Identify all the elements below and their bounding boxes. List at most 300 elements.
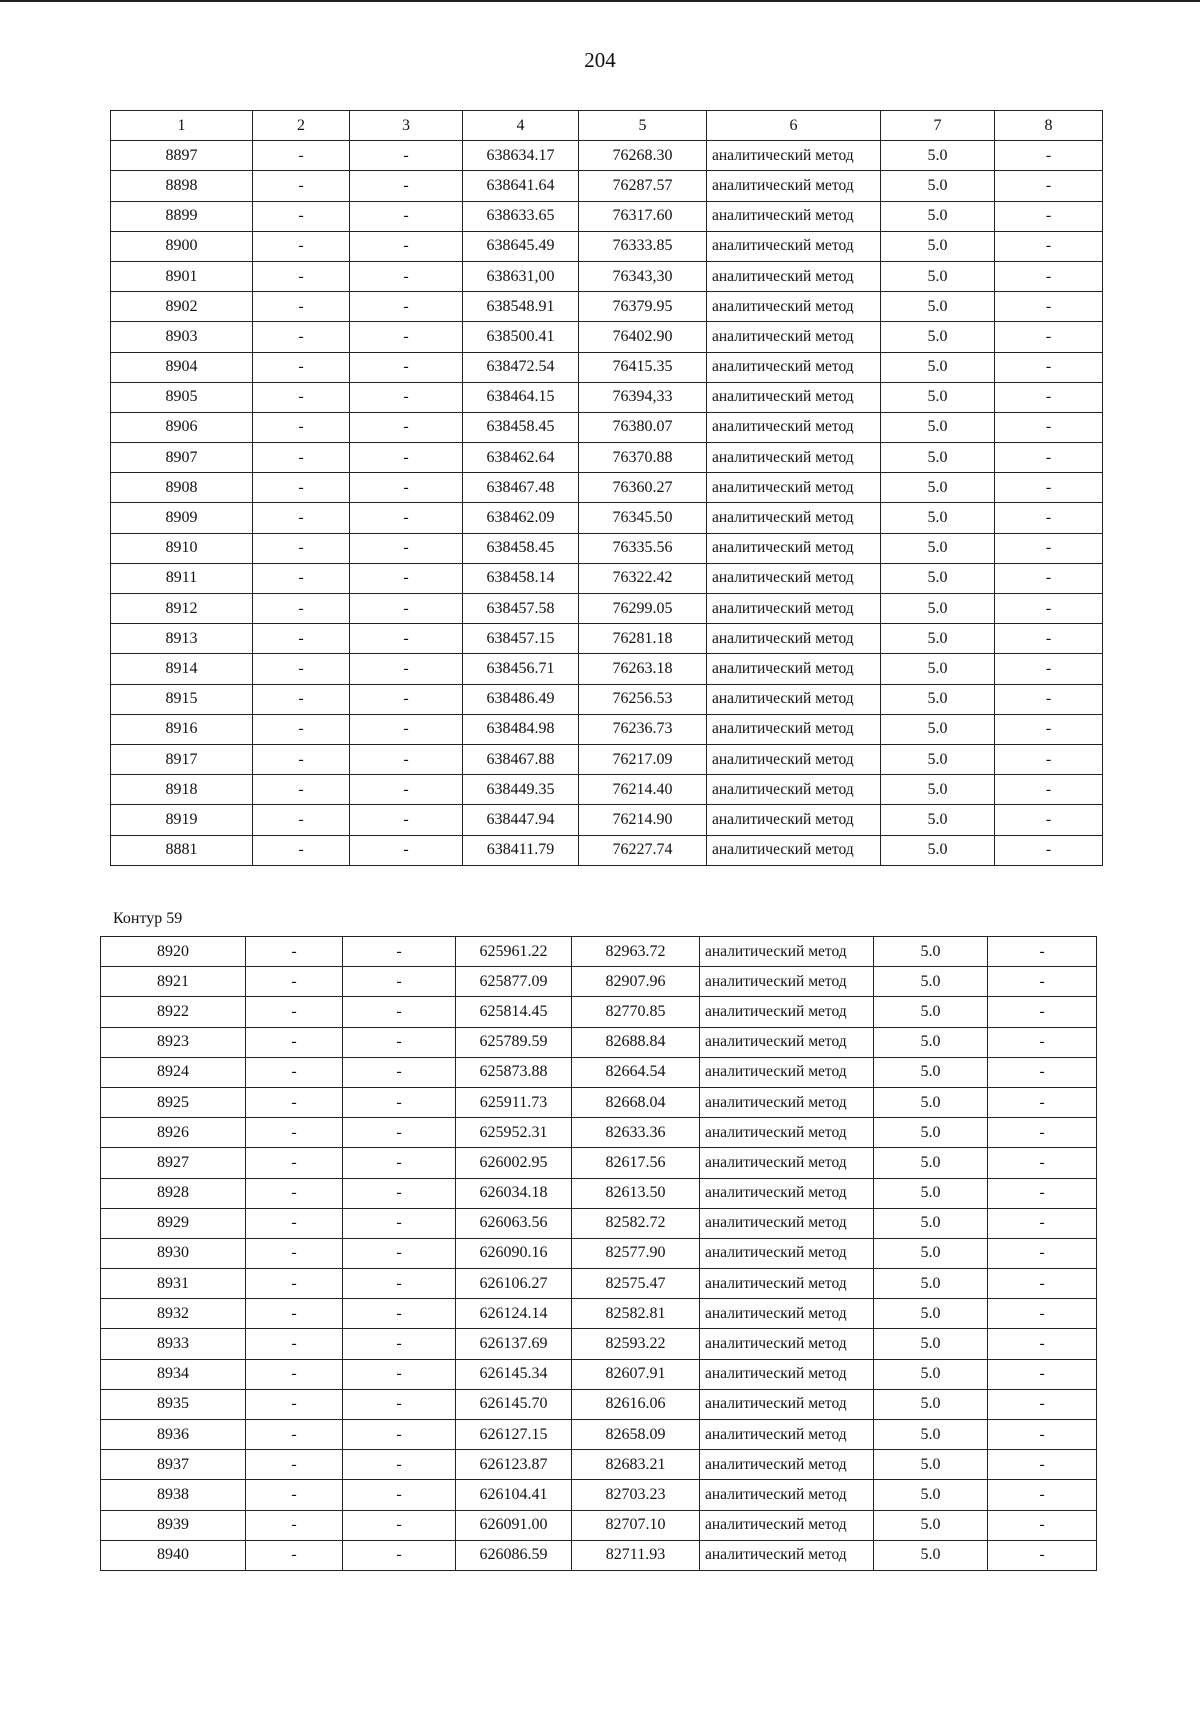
- table-cell: -: [350, 141, 463, 171]
- table-cell: -: [253, 443, 350, 473]
- table-cell: -: [246, 1389, 343, 1419]
- table-cell: -: [343, 1208, 456, 1238]
- table-cell: -: [253, 624, 350, 654]
- table-cell: 625877.09: [456, 967, 572, 997]
- table-cell: -: [246, 967, 343, 997]
- table-row: [111, 714, 1103, 744]
- table-row: [101, 1480, 1097, 1510]
- table-cell: -: [343, 1269, 456, 1299]
- table-row: [111, 805, 1103, 835]
- table-cell: 82613.50: [572, 1178, 700, 1208]
- table-cell: 5.0: [881, 352, 995, 382]
- table-cell: 8907: [111, 443, 253, 473]
- table-cell: 8935: [101, 1389, 246, 1419]
- table-cell: 8924: [101, 1057, 246, 1087]
- table-cell: 8900: [111, 231, 253, 261]
- table-row: [101, 1118, 1097, 1148]
- table-row: [111, 382, 1103, 412]
- table-cell: 82703.23: [572, 1480, 700, 1510]
- table-cell: 8910: [111, 533, 253, 563]
- table-cell: 8881: [111, 835, 253, 865]
- table-cell: аналитический метод: [707, 563, 881, 593]
- table-cell: -: [343, 1118, 456, 1148]
- table-cell: 82688.84: [572, 1027, 700, 1057]
- table-cell: -: [246, 1420, 343, 1450]
- table-cell: 5.0: [881, 141, 995, 171]
- table-cell: -: [253, 714, 350, 744]
- table-cell: -: [253, 412, 350, 442]
- table-cell: 638458.45: [463, 412, 579, 442]
- table-cell: -: [350, 594, 463, 624]
- table-row: [111, 533, 1103, 563]
- table-cell: -: [246, 1178, 343, 1208]
- table-cell: 82658.09: [572, 1420, 700, 1450]
- table-cell: 5.0: [874, 997, 988, 1027]
- table-cell: 638467.48: [463, 473, 579, 503]
- table-cell: аналитический метод: [700, 1389, 874, 1419]
- table-cell: 625961.22: [456, 937, 572, 967]
- table-cell: 8904: [111, 352, 253, 382]
- table-cell: -: [246, 1087, 343, 1117]
- table-cell: аналитический метод: [700, 1510, 874, 1540]
- table-cell: 8898: [111, 171, 253, 201]
- table-cell: -: [995, 322, 1103, 352]
- table-cell: -: [988, 1450, 1097, 1480]
- table-cell: 8903: [111, 322, 253, 352]
- table-cell: 8916: [111, 714, 253, 744]
- table-cell: 638472.54: [463, 352, 579, 382]
- table-cell: -: [988, 1178, 1097, 1208]
- table-cell: -: [988, 1540, 1097, 1570]
- table-cell: 82770.85: [572, 997, 700, 1027]
- coordinates-table-2: [100, 936, 1097, 1571]
- table-cell: -: [988, 967, 1097, 997]
- table-cell: 82683.21: [572, 1450, 700, 1480]
- table-cell: 5.0: [881, 382, 995, 412]
- table-row: [111, 292, 1103, 322]
- table-cell: 5.0: [881, 744, 995, 774]
- table-cell: -: [988, 1057, 1097, 1087]
- table-cell: 8901: [111, 261, 253, 291]
- table-cell: 8921: [101, 967, 246, 997]
- table-cell: -: [995, 744, 1103, 774]
- table-cell: 8897: [111, 141, 253, 171]
- table-cell: 8917: [111, 744, 253, 774]
- table-cell: 638645.49: [463, 231, 579, 261]
- page-number: 204: [584, 48, 616, 72]
- table-cell: -: [350, 261, 463, 291]
- table-cell: аналитический метод: [700, 1359, 874, 1389]
- table-cell: 8928: [101, 1178, 246, 1208]
- table-cell: 8926: [101, 1118, 246, 1148]
- table-row: [101, 997, 1097, 1027]
- table-cell: -: [988, 1329, 1097, 1359]
- table-cell: 626106.27: [456, 1269, 572, 1299]
- table-cell: аналитический метод: [700, 1450, 874, 1480]
- table-cell: -: [988, 1087, 1097, 1117]
- table-cell: 8911: [111, 563, 253, 593]
- table-cell: 8915: [111, 684, 253, 714]
- table-cell: аналитический метод: [707, 141, 881, 171]
- table-cell: 5.0: [881, 412, 995, 442]
- table-cell: 82907.96: [572, 967, 700, 997]
- table-cell: 5.0: [874, 967, 988, 997]
- table-row: [101, 1510, 1097, 1540]
- table-cell: 5.0: [874, 1238, 988, 1268]
- table-cell: -: [343, 1389, 456, 1419]
- table-cell: 8925: [101, 1087, 246, 1117]
- table-cell: 8918: [111, 775, 253, 805]
- table-row: [101, 1299, 1097, 1329]
- table-cell: аналитический метод: [707, 382, 881, 412]
- table-cell: 76402.90: [579, 322, 707, 352]
- table-cell: 5.0: [881, 201, 995, 231]
- table-cell: -: [350, 744, 463, 774]
- table-cell: 76333.85: [579, 231, 707, 261]
- table-cell: 8914: [111, 654, 253, 684]
- table-cell: 82707.10: [572, 1510, 700, 1540]
- coordinates-table-1: [110, 110, 1103, 866]
- table-cell: 5.0: [874, 1208, 988, 1238]
- table-cell: 8906: [111, 412, 253, 442]
- table-cell: 82664.54: [572, 1057, 700, 1087]
- table-cell: -: [995, 141, 1103, 171]
- table-cell: -: [350, 382, 463, 412]
- table-cell: 8899: [111, 201, 253, 231]
- table-row: [101, 1087, 1097, 1117]
- table-cell: 638464.15: [463, 382, 579, 412]
- table-cell: -: [253, 473, 350, 503]
- table-cell: 5.0: [874, 1087, 988, 1117]
- table-cell: аналитический метод: [707, 624, 881, 654]
- table-row: [101, 1178, 1097, 1208]
- table-cell: -: [350, 654, 463, 684]
- table-cell: 5.0: [881, 594, 995, 624]
- table-cell: 82668.04: [572, 1087, 700, 1117]
- table-cell: 626137.69: [456, 1329, 572, 1359]
- table-cell: -: [246, 1027, 343, 1057]
- table-cell: аналитический метод: [700, 1148, 874, 1178]
- table-cell: 76227.74: [579, 835, 707, 865]
- table-cell: 638458.45: [463, 533, 579, 563]
- table-cell: -: [350, 473, 463, 503]
- table-cell: 5.0: [881, 322, 995, 352]
- table-cell: 8939: [101, 1510, 246, 1540]
- table-cell: 8930: [101, 1238, 246, 1268]
- table-cell: 625952.31: [456, 1118, 572, 1148]
- table-cell: -: [343, 937, 456, 967]
- table-cell: 82575.47: [572, 1269, 700, 1299]
- table-cell: -: [253, 744, 350, 774]
- table-cell: аналитический метод: [707, 171, 881, 201]
- table-cell: 8934: [101, 1359, 246, 1389]
- table-cell: 638457.58: [463, 594, 579, 624]
- table-cell: -: [343, 1178, 456, 1208]
- table-cell: -: [995, 503, 1103, 533]
- table-cell: 638548.91: [463, 292, 579, 322]
- table-cell: -: [350, 835, 463, 865]
- table-cell: -: [988, 1118, 1097, 1148]
- table-row: [101, 1420, 1097, 1450]
- table-row: [101, 1389, 1097, 1419]
- table-cell: аналитический метод: [707, 261, 881, 291]
- table-row: [111, 594, 1103, 624]
- table-cell: 5.0: [874, 1420, 988, 1450]
- table-row: [111, 473, 1103, 503]
- table-cell: 626124.14: [456, 1299, 572, 1329]
- table-cell: 626034.18: [456, 1178, 572, 1208]
- table-cell: 76287.57: [579, 171, 707, 201]
- table-cell: аналитический метод: [700, 937, 874, 967]
- table-cell: 8938: [101, 1480, 246, 1510]
- table-cell: -: [246, 1329, 343, 1359]
- table-cell: -: [253, 201, 350, 231]
- column-header: 3: [350, 111, 463, 141]
- table-cell: 625873.88: [456, 1057, 572, 1087]
- table-cell: 76299.05: [579, 594, 707, 624]
- table-row: [101, 1359, 1097, 1389]
- column-header: 5: [579, 111, 707, 141]
- table-cell: аналитический метод: [707, 231, 881, 261]
- table-cell: аналитический метод: [707, 533, 881, 563]
- table-cell: -: [995, 201, 1103, 231]
- table-cell: -: [343, 997, 456, 1027]
- table-cell: 5.0: [874, 1118, 988, 1148]
- table-cell: 76317.60: [579, 201, 707, 231]
- table-cell: аналитический метод: [700, 967, 874, 997]
- table-cell: аналитический метод: [700, 1329, 874, 1359]
- table-cell: аналитический метод: [700, 1208, 874, 1238]
- table-cell: -: [995, 775, 1103, 805]
- table-cell: -: [995, 533, 1103, 563]
- table-row: [111, 654, 1103, 684]
- table-cell: 638484.98: [463, 714, 579, 744]
- table-cell: -: [343, 1329, 456, 1359]
- table-cell: -: [350, 201, 463, 231]
- table-cell: аналитический метод: [707, 775, 881, 805]
- table-cell: 8920: [101, 937, 246, 967]
- table-cell: 638457.15: [463, 624, 579, 654]
- table-cell: аналитический метод: [700, 1269, 874, 1299]
- table-cell: 638467.88: [463, 744, 579, 774]
- table-cell: аналитический метод: [707, 201, 881, 231]
- table-row: [101, 1269, 1097, 1299]
- table-cell: -: [995, 654, 1103, 684]
- table-cell: 626002.95: [456, 1148, 572, 1178]
- table-cell: аналитический метод: [700, 1299, 874, 1329]
- table-cell: 626091.00: [456, 1510, 572, 1540]
- table-cell: 638633.65: [463, 201, 579, 231]
- table-row: [111, 744, 1103, 774]
- table-cell: -: [988, 1208, 1097, 1238]
- table-cell: -: [350, 352, 463, 382]
- table-cell: -: [988, 1359, 1097, 1389]
- table-cell: -: [253, 382, 350, 412]
- table-cell: -: [988, 1389, 1097, 1419]
- table-cell: 76236.73: [579, 714, 707, 744]
- table-cell: 638634.17: [463, 141, 579, 171]
- table-cell: 8933: [101, 1329, 246, 1359]
- table-cell: аналитический метод: [707, 503, 881, 533]
- table-cell: 76345.50: [579, 503, 707, 533]
- table-row: [111, 141, 1103, 171]
- table-cell: 76281.18: [579, 624, 707, 654]
- table-row: [101, 937, 1097, 967]
- table-cell: -: [246, 1057, 343, 1087]
- table-cell: 5.0: [881, 775, 995, 805]
- table-cell: -: [350, 563, 463, 593]
- table-cell: -: [253, 654, 350, 684]
- table-cell: -: [350, 171, 463, 201]
- column-header: 6: [707, 111, 881, 141]
- table-cell: -: [995, 473, 1103, 503]
- table-cell: -: [995, 594, 1103, 624]
- table-cell: аналитический метод: [700, 997, 874, 1027]
- table-cell: аналитический метод: [707, 412, 881, 442]
- table-row: [111, 563, 1103, 593]
- table-row: [111, 261, 1103, 291]
- table-cell: 638449.35: [463, 775, 579, 805]
- table-cell: 638458.14: [463, 563, 579, 593]
- table-cell: аналитический метод: [700, 1087, 874, 1117]
- table-cell: 5.0: [874, 1299, 988, 1329]
- table-cell: 82577.90: [572, 1238, 700, 1268]
- table-cell: аналитический метод: [707, 805, 881, 835]
- table-cell: 5.0: [874, 1450, 988, 1480]
- table-cell: 5.0: [881, 292, 995, 322]
- table-cell: 8919: [111, 805, 253, 835]
- table-cell: 76335.56: [579, 533, 707, 563]
- table-row: [111, 443, 1103, 473]
- table-cell: 8909: [111, 503, 253, 533]
- table-cell: -: [343, 1148, 456, 1178]
- table-cell: 8905: [111, 382, 253, 412]
- table-cell: 82633.36: [572, 1118, 700, 1148]
- table-cell: -: [995, 684, 1103, 714]
- table-cell: 626086.59: [456, 1540, 572, 1570]
- table-cell: -: [995, 261, 1103, 291]
- table-cell: 5.0: [874, 1359, 988, 1389]
- table-row: [101, 1057, 1097, 1087]
- table-cell: -: [995, 171, 1103, 201]
- table-cell: -: [343, 1510, 456, 1540]
- table-cell: аналитический метод: [707, 654, 881, 684]
- table-cell: -: [343, 1540, 456, 1570]
- table-cell: 625911.73: [456, 1087, 572, 1117]
- table-cell: 8902: [111, 292, 253, 322]
- table-row: [111, 684, 1103, 714]
- table-cell: 5.0: [881, 533, 995, 563]
- table-cell: -: [988, 1510, 1097, 1540]
- table-cell: аналитический метод: [700, 1238, 874, 1268]
- column-header: 4: [463, 111, 579, 141]
- table-cell: -: [343, 1238, 456, 1268]
- table-row: [111, 201, 1103, 231]
- table-cell: -: [246, 1208, 343, 1238]
- table-cell: 5.0: [874, 937, 988, 967]
- table-cell: 626063.56: [456, 1208, 572, 1238]
- table-row: [101, 1450, 1097, 1480]
- top-border-line: [0, 0, 1200, 2]
- table-cell: 626090.16: [456, 1238, 572, 1268]
- table-cell: 8908: [111, 473, 253, 503]
- table-cell: 626104.41: [456, 1480, 572, 1510]
- table-cell: аналитический метод: [707, 744, 881, 774]
- table-cell: -: [350, 624, 463, 654]
- table-cell: 8923: [101, 1027, 246, 1057]
- table-cell: 76214.40: [579, 775, 707, 805]
- table-cell: -: [246, 1540, 343, 1570]
- table-cell: 5.0: [881, 835, 995, 865]
- table-cell: 76360.27: [579, 473, 707, 503]
- table-cell: 638631,00: [463, 261, 579, 291]
- table-cell: -: [343, 1359, 456, 1389]
- table-cell: -: [995, 382, 1103, 412]
- table-cell: 638456.71: [463, 654, 579, 684]
- table-cell: аналитический метод: [707, 714, 881, 744]
- table-cell: 5.0: [881, 654, 995, 684]
- table-cell: 82617.56: [572, 1148, 700, 1178]
- table-cell: 626145.70: [456, 1389, 572, 1419]
- table-cell: -: [253, 292, 350, 322]
- table-cell: 5.0: [874, 1480, 988, 1510]
- table-cell: -: [988, 1027, 1097, 1057]
- table-cell: 76217.09: [579, 744, 707, 774]
- table-cell: -: [988, 1269, 1097, 1299]
- table-cell: 8913: [111, 624, 253, 654]
- table-cell: -: [350, 443, 463, 473]
- table-cell: -: [343, 1299, 456, 1329]
- table-cell: -: [988, 1420, 1097, 1450]
- table-cell: 626127.15: [456, 1420, 572, 1450]
- table-cell: 5.0: [881, 443, 995, 473]
- table-cell: 638486.49: [463, 684, 579, 714]
- table-cell: -: [253, 231, 350, 261]
- table-cell: -: [995, 292, 1103, 322]
- table-cell: -: [246, 1238, 343, 1268]
- table-cell: -: [246, 1299, 343, 1329]
- table-cell: 76343,30: [579, 261, 707, 291]
- table-cell: 8940: [101, 1540, 246, 1570]
- table-cell: -: [246, 1359, 343, 1389]
- table-cell: -: [253, 261, 350, 291]
- table-cell: -: [350, 292, 463, 322]
- table-cell: -: [246, 1118, 343, 1148]
- column-header: 1: [111, 111, 253, 141]
- table-cell: -: [988, 1299, 1097, 1329]
- table-cell: -: [343, 1480, 456, 1510]
- table-row: [111, 503, 1103, 533]
- column-header: 8: [995, 111, 1103, 141]
- table-cell: аналитический метод: [700, 1178, 874, 1208]
- table-cell: -: [343, 967, 456, 997]
- table-cell: -: [350, 503, 463, 533]
- table-cell: 8922: [101, 997, 246, 1027]
- table-row: [101, 1540, 1097, 1570]
- table-cell: -: [995, 563, 1103, 593]
- table-cell: -: [253, 563, 350, 593]
- table-cell: -: [988, 997, 1097, 1027]
- table-cell: -: [350, 322, 463, 352]
- table-cell: 8927: [101, 1148, 246, 1178]
- table-cell: 638411.79: [463, 835, 579, 865]
- table-cell: -: [246, 1148, 343, 1178]
- table-cell: 8929: [101, 1208, 246, 1238]
- table-cell: 82593.22: [572, 1329, 700, 1359]
- table-cell: 5.0: [874, 1510, 988, 1540]
- table-cell: аналитический метод: [700, 1420, 874, 1450]
- table-row: [101, 1238, 1097, 1268]
